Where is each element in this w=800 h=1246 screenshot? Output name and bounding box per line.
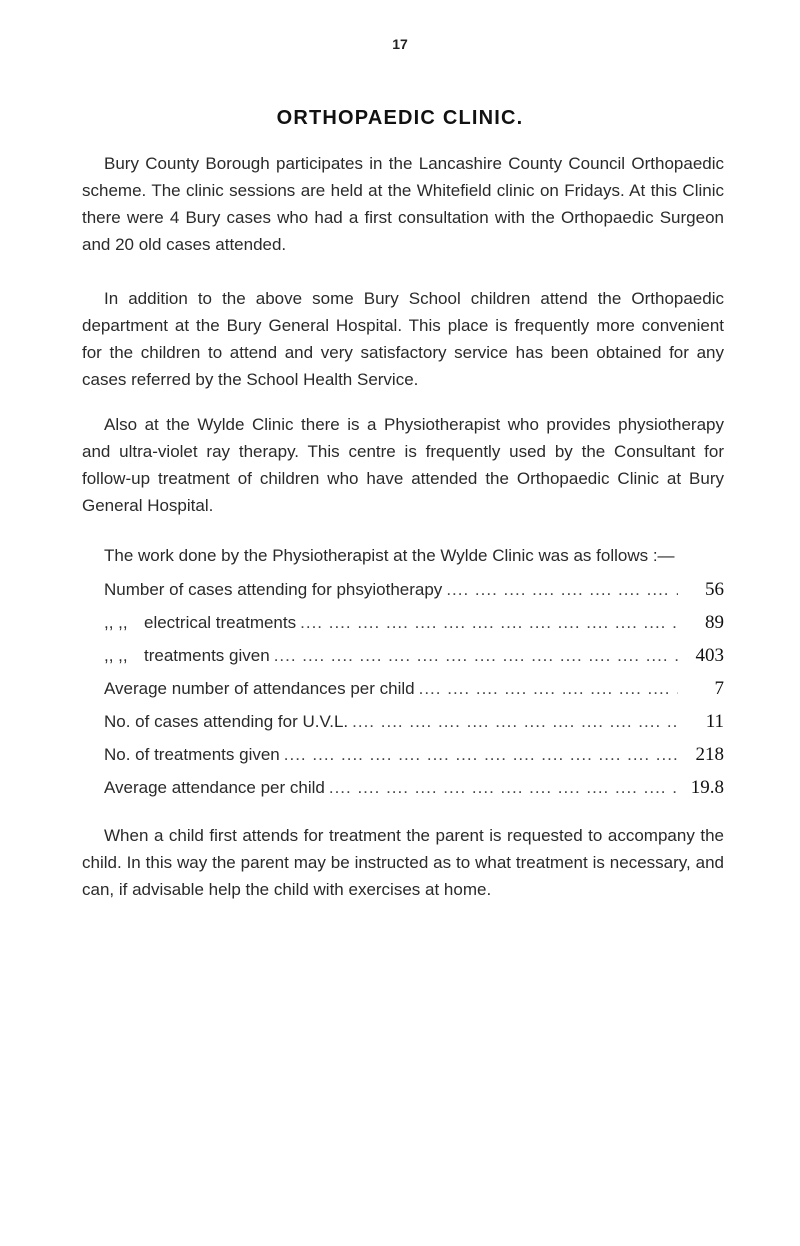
paragraph-participation: Bury County Borough participates in the Lancashire County Council Orthopaedic scheme. The clinic sessions are held at the Whitefield clinic on Fridays. At this Clinic there were 4 Bury cases who had a first consultation with the Orthopaedic Surgeon and 20 old cases attended. bbox=[82, 154, 724, 254]
paragraph-general-hospital: In addition to the above some Bury School children attend the Orthopaedic department at the Bury General Hospital. This place is frequently more convenient for the children to attend and very satisfactory service has been obtained for any cases referred by the School Health Service. bbox=[82, 289, 724, 389]
paragraph-parent-instruction: When a child first attends for treatment the parent is requested to accompany the child. In this way the parent may be instructed as to what treatment is necessary, and can, if advisable help the child with exercises at home. bbox=[82, 826, 724, 899]
stat-row bbox=[104, 678, 724, 711]
ditto-marks: ,, ,, bbox=[104, 646, 128, 665]
stat-row bbox=[104, 645, 724, 678]
stat-row bbox=[104, 777, 724, 810]
stat-label: No. of treatments given bbox=[104, 745, 280, 764]
stat-value: 218 bbox=[695, 744, 724, 765]
stat-label: Average number of attendances per child bbox=[104, 679, 415, 698]
stat-label: Number of cases attending for phsyiotherapy bbox=[104, 580, 443, 599]
stat-row bbox=[104, 744, 724, 777]
dot-leader bbox=[300, 613, 678, 633]
stat-row bbox=[104, 612, 724, 645]
page-title: ORTHOPAEDIC CLINIC. bbox=[276, 107, 524, 129]
page-number: 17 bbox=[392, 36, 408, 52]
stat-value: 19.8 bbox=[690, 777, 724, 798]
dot-leader bbox=[446, 580, 678, 600]
dot-leader bbox=[274, 646, 678, 666]
dot-leader bbox=[352, 712, 678, 732]
physiotherapy-statistics bbox=[104, 579, 724, 810]
dot-leader bbox=[284, 745, 678, 765]
ditto-marks: ,, ,, bbox=[104, 613, 128, 632]
dot-leader bbox=[329, 778, 678, 798]
stat-label: No. of cases attending for U.V.L. bbox=[104, 712, 349, 731]
stat-value: 89 bbox=[705, 612, 724, 633]
stat-row bbox=[104, 579, 724, 612]
dot-leader bbox=[419, 679, 678, 699]
stat-label: electrical treatments bbox=[144, 613, 297, 632]
stat-value: 403 bbox=[695, 645, 724, 666]
stat-value: 7 bbox=[714, 678, 724, 699]
paragraph-work-done: The work done by the Physiotherapist at the Wylde Clinic was as follows :— bbox=[104, 546, 675, 565]
paragraph-wylde-clinic: Also at the Wylde Clinic there is a Physiotherapist who provides physiotherapy and ultra-violet ray therapy. This centre is frequently used by the Consultant for follow-up treatment of children who have attended the Orthopaedic Clinic at Bury General Hospital. bbox=[82, 415, 724, 515]
stat-label: treatments given bbox=[144, 646, 270, 665]
stat-label: Average attendance per child bbox=[104, 778, 325, 797]
stat-value: 11 bbox=[705, 711, 724, 732]
stat-row bbox=[104, 711, 724, 744]
stat-value: 56 bbox=[705, 579, 724, 600]
